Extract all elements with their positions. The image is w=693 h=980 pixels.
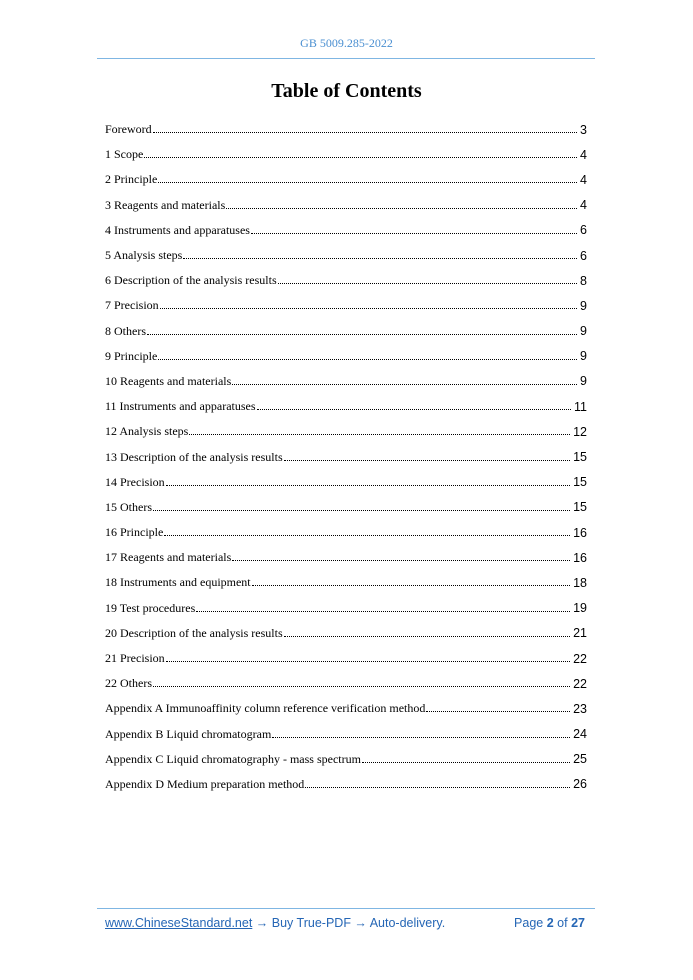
toc-entry[interactable]: [105, 344, 587, 369]
dot-leader: [189, 434, 570, 435]
toc-page-number: 9: [580, 324, 587, 339]
toc-page-number: 9: [580, 374, 587, 389]
toc-entry[interactable]: [105, 545, 587, 570]
toc-entry-title: Appendix B Liquid chromatogram: [105, 726, 272, 741]
toc-page-number: 6: [580, 248, 587, 263]
dot-leader: [305, 787, 570, 788]
toc-entry[interactable]: [105, 319, 587, 344]
footer-divider: [97, 908, 595, 909]
current-page-number: 2: [546, 916, 554, 930]
toc-page-number: 9: [580, 349, 587, 364]
dot-leader: [251, 233, 577, 234]
toc-entry-title: 19 Test procedures: [105, 600, 196, 615]
dot-leader: [196, 611, 570, 612]
table-of-contents: [105, 117, 587, 797]
toc-entry-title: 13 Description of the analysis results: [105, 449, 283, 464]
toc-entry[interactable]: [105, 218, 587, 243]
toc-entry[interactable]: [105, 444, 587, 469]
toc-page-number: 6: [580, 223, 587, 238]
website-link[interactable]: www.ChineseStandard.net: [105, 916, 253, 930]
toc-entry[interactable]: [105, 747, 587, 772]
toc-entry[interactable]: [105, 117, 587, 142]
toc-entry[interactable]: [105, 772, 587, 797]
toc-page-number: 15: [573, 500, 587, 515]
toc-page-number: 11: [574, 399, 587, 414]
toc-entry[interactable]: [105, 646, 587, 671]
toc-entry[interactable]: [105, 470, 587, 495]
document-code: GB 5009.285-2022: [300, 36, 393, 50]
page-title: Table of Contents: [271, 80, 422, 102]
toc-page-number: 22: [573, 651, 587, 666]
dot-leader: [183, 258, 577, 259]
toc-page-number: 21: [573, 626, 587, 641]
toc-page-number: 8: [580, 273, 587, 288]
toc-entry-title: 8 Others: [105, 323, 146, 338]
toc-entry-title: 7 Precision: [105, 298, 159, 313]
toc-page-number: 4: [580, 198, 587, 213]
dot-leader: [158, 359, 577, 360]
toc-page-number: 4: [580, 147, 587, 162]
dot-leader: [284, 636, 570, 637]
dot-leader: [232, 384, 577, 385]
toc-entry-title: Appendix C Liquid chromatography - mass spectrum: [105, 751, 361, 766]
toc-page-number: 19: [573, 601, 587, 616]
toc-entry[interactable]: [105, 722, 587, 747]
toc-page-number: 15: [573, 475, 587, 490]
dot-leader: [278, 283, 577, 284]
toc-entry-title: 18 Instruments and equipment: [105, 575, 251, 590]
toc-entry-title: 14 Precision: [105, 474, 165, 489]
toc-entry-title: 9 Principle: [105, 348, 158, 363]
dot-leader: [166, 485, 570, 486]
toc-entry[interactable]: [105, 495, 587, 520]
dot-leader: [166, 661, 570, 662]
toc-entry[interactable]: [105, 520, 587, 545]
toc-entry-title: 12 Analysis steps: [105, 424, 189, 439]
toc-entry[interactable]: [105, 243, 587, 268]
toc-entry-title: 22 Others: [105, 676, 152, 691]
toc-entry[interactable]: [105, 570, 587, 595]
dot-leader: [362, 762, 570, 763]
dot-leader: [153, 132, 577, 133]
dot-leader: [426, 711, 570, 712]
toc-entry-title: 10 Reagents and materials: [105, 373, 232, 388]
dot-leader: [144, 157, 577, 158]
toc-entry-title: 11 Instruments and apparatuses: [105, 399, 256, 414]
toc-entry-title: 6 Description of the analysis results: [105, 273, 277, 288]
dot-leader: [164, 535, 570, 536]
page-indicator: [514, 916, 585, 930]
dot-leader: [226, 208, 577, 209]
toc-page-number: 9: [580, 298, 587, 313]
toc-entry-title: 16 Principle: [105, 525, 164, 540]
total-pages-number: 27: [571, 916, 585, 930]
dot-leader: [147, 334, 577, 335]
dot-leader: [284, 460, 570, 461]
toc-page-number: 15: [573, 450, 587, 465]
toc-entry-title: 15 Others: [105, 499, 152, 514]
toc-entry[interactable]: [105, 419, 587, 444]
dot-leader: [257, 409, 572, 410]
toc-entry[interactable]: [105, 696, 587, 721]
dot-leader: [160, 308, 577, 309]
page-label: Page: [514, 916, 544, 930]
toc-entry-title: Appendix D Medium preparation method: [105, 776, 305, 791]
toc-entry-title: 3 Reagents and materials: [105, 197, 226, 212]
dot-leader: [272, 737, 570, 738]
toc-page-number: 4: [580, 172, 587, 187]
toc-page-number: 24: [573, 727, 587, 742]
toc-page-number: 12: [573, 424, 587, 439]
dot-leader: [158, 182, 577, 183]
toc-entry-title: 20 Description of the analysis results: [105, 625, 283, 640]
dot-leader: [153, 686, 570, 687]
toc-entry[interactable]: [105, 394, 587, 419]
toc-entry-title: 1 Scope: [105, 147, 144, 162]
header-divider: [97, 58, 595, 59]
dot-leader: [153, 510, 570, 511]
toc-entry[interactable]: [105, 167, 587, 192]
toc-entry[interactable]: [105, 142, 587, 167]
toc-page-number: 18: [573, 575, 587, 590]
toc-entry[interactable]: [105, 369, 587, 394]
toc-entry-title: 5 Analysis steps: [105, 248, 183, 263]
toc-page-number: 3: [580, 122, 587, 137]
dot-leader: [252, 585, 570, 586]
toc-entry[interactable]: [105, 596, 587, 621]
toc-entry[interactable]: [105, 268, 587, 293]
toc-entry-title: Foreword: [105, 122, 152, 137]
toc-entry[interactable]: [105, 621, 587, 646]
of-label: of: [557, 916, 568, 930]
page-footer: [105, 916, 587, 930]
toc-page-number: 16: [573, 550, 587, 565]
toc-entry[interactable]: [105, 293, 587, 318]
toc-page-number: 16: [573, 525, 587, 540]
toc-page-number: 22: [573, 676, 587, 691]
dot-leader: [232, 560, 570, 561]
toc-page-number: 23: [573, 701, 587, 716]
toc-entry-title: 4 Instruments and apparatuses: [105, 222, 250, 237]
toc-entry-title: 21 Precision: [105, 651, 165, 666]
toc-entry-title: Appendix A Immunoaffinity column reference verification method: [105, 701, 426, 716]
toc-entry-title: 2 Principle: [105, 172, 158, 187]
toc-entry[interactable]: [105, 671, 587, 696]
toc-page-number: 25: [573, 752, 587, 767]
toc-page-number: 26: [573, 777, 587, 792]
toc-entry[interactable]: [105, 193, 587, 218]
toc-entry-title: 17 Reagents and materials: [105, 550, 232, 565]
promo-text: → Buy True-PDF → Auto-delivery.: [255, 916, 446, 930]
